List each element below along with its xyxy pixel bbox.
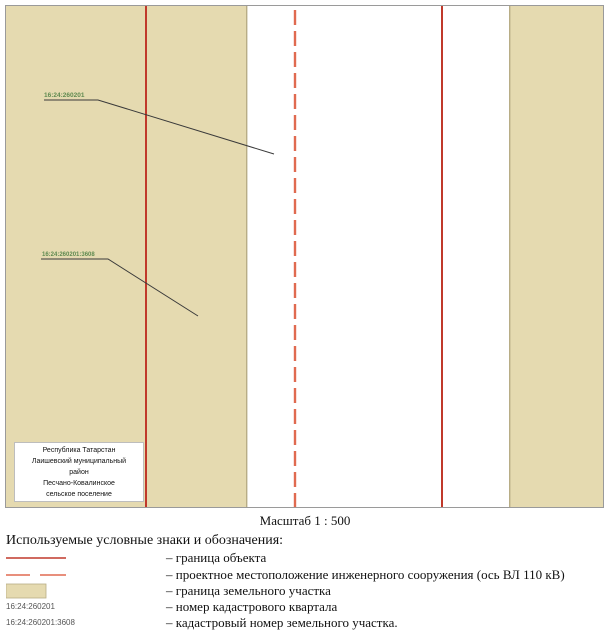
cadastral-map bbox=[5, 5, 604, 508]
dashed-red-line-symbol bbox=[6, 567, 66, 583]
land-parcel-right bbox=[510, 6, 603, 507]
region-label-box bbox=[14, 442, 144, 502]
legend-item-parcel-number bbox=[6, 615, 606, 631]
legend-item-text: – граница объекта bbox=[166, 550, 267, 565]
parcel-boundary-line-right bbox=[509, 6, 510, 507]
cadastral-parcel-label: 16:24:260201:3608 bbox=[42, 252, 95, 258]
legend-item-text: – граница земельного участка bbox=[166, 583, 331, 598]
beige-rectangle-symbol bbox=[6, 583, 66, 599]
legend-item-text: – проектное местоположение инженерного сооружения (ось ВЛ 110 кВ) bbox=[166, 567, 565, 582]
legend-item-land-parcel bbox=[6, 583, 606, 599]
region-label-line: Лаишевский муниципальный bbox=[31, 458, 127, 465]
region-label-line: Республика Татарстан bbox=[42, 447, 116, 454]
legend-item-power-line-axis bbox=[6, 567, 606, 583]
legend-item-quarter-number bbox=[6, 599, 606, 615]
parcel-number-sample: 16:24:260201:3608 bbox=[6, 618, 75, 627]
map-scale: Масштаб 1 : 500 bbox=[259, 513, 351, 528]
quarter-number-sample: 16:24:260201 bbox=[6, 602, 55, 611]
legend-title: Используемые условные знаки и обозначения: bbox=[6, 533, 284, 548]
region-label-line: сельское поселение bbox=[46, 491, 112, 498]
region-label-line: район bbox=[69, 469, 89, 476]
solid-red-line-symbol bbox=[6, 550, 66, 566]
parcel-boundary-line bbox=[246, 6, 247, 507]
cadastral-quarter-label: 16:24:260201 bbox=[44, 92, 85, 99]
legend-item-text: – номер кадастрового квартала bbox=[166, 599, 338, 614]
region-label-line: Песчано-Ковалинское bbox=[43, 480, 115, 487]
legend-item-text: – кадастровый номер земельного участка. bbox=[166, 615, 398, 630]
legend-item-object-boundary bbox=[6, 550, 606, 566]
map-canvas bbox=[6, 6, 603, 507]
